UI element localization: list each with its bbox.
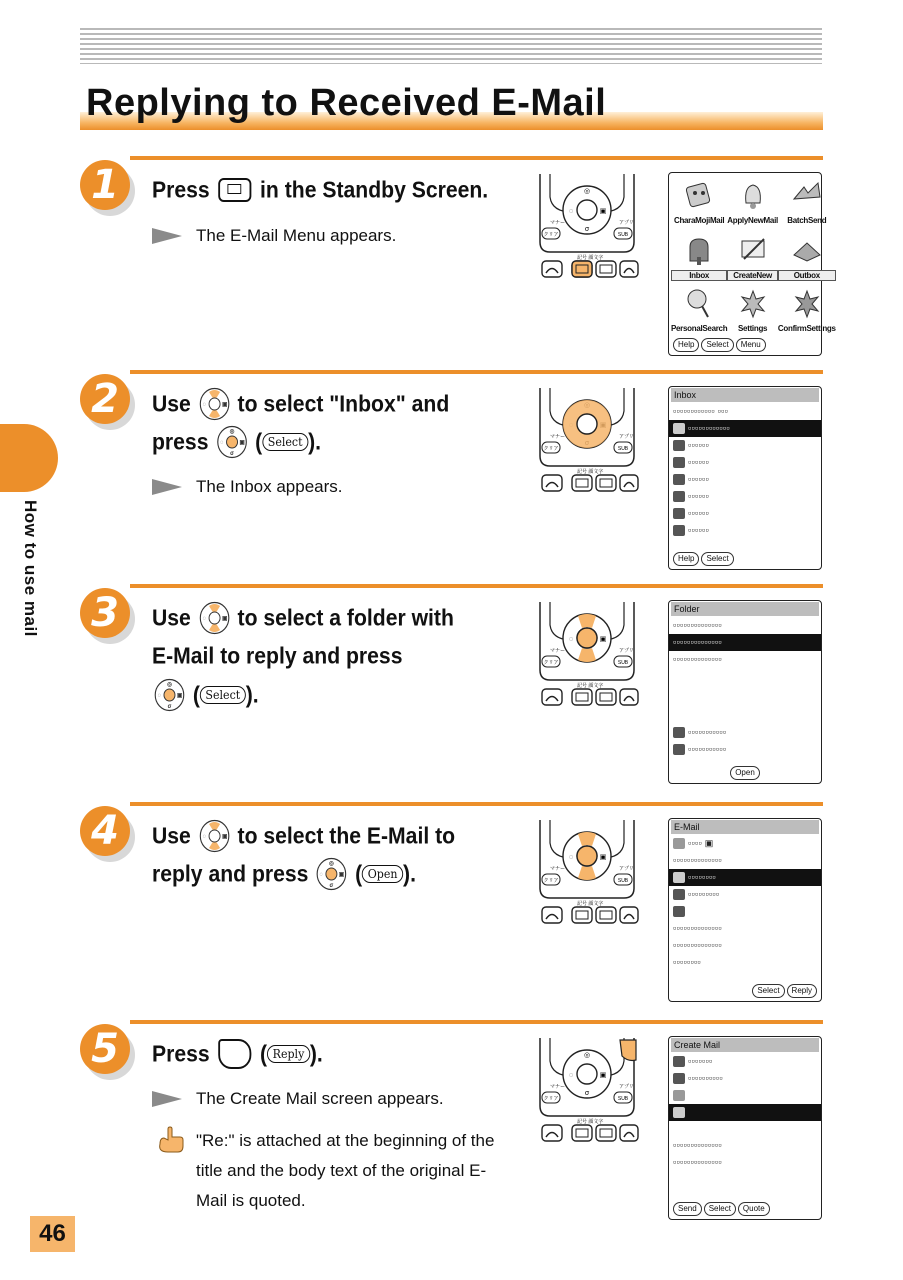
phone-keypad-illustration xyxy=(532,818,642,933)
menu-item-settings xyxy=(727,287,778,341)
paren-close: ). xyxy=(403,860,416,887)
form-row: ▫▫▫▫▫▫▫▫▫▫ xyxy=(669,1070,821,1087)
list-item: ▫▫▫▫▫▫ xyxy=(669,454,821,471)
softkey-label: Select xyxy=(704,1202,736,1216)
menu-item-confirmsettings xyxy=(778,287,836,341)
paren-close: ). xyxy=(309,1040,323,1067)
step-2-rule xyxy=(130,370,823,374)
pen-paper-icon xyxy=(736,233,770,265)
step-5-note-text: "Re:" is attached at the beginning of the title and the body text of the original E-Mail is quoted. xyxy=(196,1131,495,1210)
softkey-label: Send xyxy=(673,1202,702,1216)
softkey-label: Help xyxy=(673,552,699,566)
detail-row-selected: ▫▫▫▫▫▫▫▫ xyxy=(669,869,821,886)
step-5-note xyxy=(152,1126,512,1216)
step-1-badge: 1 xyxy=(80,160,130,210)
step-1-result-text: The E-Mail Menu appears. xyxy=(196,226,397,245)
detail-row: ▫▫▫▫ ▣ xyxy=(669,835,821,852)
menu-item-label: ApplyNewMail xyxy=(727,216,778,225)
menu-item-label: PersonalSearch xyxy=(671,324,728,333)
side-tab-label: How to use mail xyxy=(21,500,40,637)
right-soft-key-icon xyxy=(218,1039,251,1069)
step-3-text-a: Use xyxy=(152,604,191,631)
step-2-badge: 2 xyxy=(80,374,130,424)
step-3-badge: 3 xyxy=(80,588,130,638)
screen-softkeys xyxy=(673,1202,817,1216)
step-5-heading xyxy=(152,1034,323,1072)
step-3-text-b: to select a folder with xyxy=(237,604,454,631)
list-item-selected: ▫▫▫▫▫▫▫▫▫▫▫▫ xyxy=(669,420,821,437)
menu-item-charamojimail xyxy=(671,179,727,233)
menu-item-label: CharaMojiMail xyxy=(673,216,725,225)
folder-screen xyxy=(668,600,822,784)
detail-row: ▫▫▫▫▫▫▫▫▫▫▫▫▫▫ xyxy=(673,923,722,933)
screen-title: E-Mail xyxy=(671,820,819,834)
arrow-right-icon xyxy=(152,1091,182,1107)
mailbox-icon xyxy=(682,233,716,265)
menu-item-label: Settings xyxy=(738,324,768,333)
email-detail-screen xyxy=(668,818,822,1002)
softkey-label: Open xyxy=(730,766,760,780)
step-4-heading xyxy=(152,816,455,893)
magnifier-icon xyxy=(682,287,716,319)
list-item: ▫▫▫▫▫▫ xyxy=(669,437,821,454)
screen-softkeys xyxy=(673,552,817,566)
step-1-result xyxy=(152,226,396,246)
step-2-text-a: Use xyxy=(152,390,191,417)
paren-open: ( xyxy=(260,1040,268,1067)
list-item: ▫▫▫▫▫▫▫▫▫▫▫▫ ▫▫▫ xyxy=(673,406,729,416)
detail-row: ▫▫▫▫▫▫▫▫▫ xyxy=(669,886,821,903)
phone-keypad-illustration xyxy=(532,386,642,501)
form-row: ▫▫▫▫▫▫▫ xyxy=(669,1053,821,1070)
settings-icon xyxy=(736,287,770,319)
softkey-select: Select xyxy=(262,433,308,451)
detail-row: ▫▫▫▫▫▫▫▫▫▫▫▫▫▫ xyxy=(673,940,722,950)
menu-item-label: Outbox xyxy=(778,270,836,281)
header-stripes xyxy=(80,28,822,64)
form-row: ▫▫▫▫▫▫▫▫▫▫▫▫▫▫ xyxy=(673,1140,722,1150)
menu-item-label: ConfirmSettings xyxy=(777,324,836,333)
side-tab xyxy=(0,424,58,492)
step-3-text-c: E-Mail to reply and press xyxy=(152,642,403,669)
arrow-right-icon xyxy=(152,479,182,495)
menu-item-createnew xyxy=(727,233,778,287)
form-row xyxy=(669,1087,821,1104)
softkey-label: Menu xyxy=(736,338,766,352)
step-4-rule xyxy=(130,802,823,806)
create-mail-screen xyxy=(668,1036,822,1220)
center-key-icon xyxy=(216,425,247,459)
step-5-rule xyxy=(130,1020,823,1024)
list-item: ▫▫▫▫▫▫ xyxy=(669,471,821,488)
screen-title: Folder xyxy=(671,602,819,616)
screen-title: Inbox xyxy=(671,388,819,402)
list-item: ▫▫▫▫▫▫▫▫▫▫▫ xyxy=(669,741,821,758)
page-number: 46 xyxy=(30,1216,75,1252)
step-2-text-c: press xyxy=(152,428,209,455)
list-item-selected: ▫▫▫▫▫▫▫▫▫▫▫▫▫▫ xyxy=(669,634,821,651)
step-5-result-text: The Create Mail screen appears. xyxy=(196,1089,444,1108)
center-key-icon xyxy=(154,678,185,712)
paren-close: ). xyxy=(245,681,259,708)
menu-item-label: BatchSend xyxy=(787,216,827,225)
screen-softkeys xyxy=(673,984,817,998)
nav-key-icon xyxy=(199,819,230,853)
menu-item-personalsearch xyxy=(671,287,727,341)
list-item: ▫▫▫▫▫▫ xyxy=(669,488,821,505)
step-2-text-b: to select "Inbox" and xyxy=(237,390,450,417)
screen-softkeys xyxy=(673,338,817,352)
detail-row: ▫▫▫▫▫▫▫▫▫▫▫▫▫▫ xyxy=(673,855,722,865)
sticker-icon xyxy=(682,179,716,211)
list-item: ▫▫▫▫▫▫ xyxy=(669,522,821,539)
bell-icon xyxy=(736,179,770,211)
email-menu-screen xyxy=(668,172,836,356)
softkey-label: Reply xyxy=(787,984,817,998)
phone-keypad-illustration xyxy=(532,1036,642,1151)
screen-title: Create Mail xyxy=(671,1038,819,1052)
step-3-heading xyxy=(152,598,454,713)
form-row-selected xyxy=(669,1104,821,1121)
paren-open: ( xyxy=(355,860,363,887)
list-item: ▫▫▫▫▫▫▫▫▫▫▫ xyxy=(669,724,821,741)
multi-send-icon xyxy=(790,179,824,211)
step-1-text-a: Press xyxy=(152,176,210,203)
paren-open: ( xyxy=(255,428,263,455)
softkey-label: Help xyxy=(673,338,699,352)
phone-keypad-illustration xyxy=(532,172,642,287)
step-1-rule xyxy=(130,156,823,160)
step-5-badge: 5 xyxy=(80,1024,130,1074)
mail-key-icon xyxy=(218,178,251,202)
step-1-text-b: in the Standby Screen. xyxy=(260,176,489,203)
step-5-text-a: Press xyxy=(152,1040,210,1067)
step-4-badge: 4 xyxy=(80,806,130,856)
arrow-right-icon xyxy=(152,228,182,244)
outbox-icon xyxy=(790,233,824,265)
nav-key-icon xyxy=(199,601,230,635)
form-row: ▫▫▫▫▫▫▫▫▫▫▫▫▫▫ xyxy=(673,1157,722,1167)
pointing-hand-icon xyxy=(156,1126,186,1154)
menu-item-label: CreateNew xyxy=(727,270,778,281)
softkey-label: Quote xyxy=(738,1202,770,1216)
paren-close: ). xyxy=(308,428,322,455)
step-1-heading xyxy=(152,170,488,208)
list-item: ▫▫▫▫▫▫▫▫▫▫▫▫▫▫ xyxy=(673,620,722,630)
list-item: ▫▫▫▫▫▫ xyxy=(669,505,821,522)
nav-key-icon xyxy=(199,387,230,421)
confirm-settings-icon xyxy=(790,287,824,319)
phone-keypad-illustration xyxy=(532,600,642,715)
menu-item-applynewmail xyxy=(727,179,778,233)
step-5-result xyxy=(152,1089,444,1109)
step-2-result-text: The Inbox appears. xyxy=(196,477,343,496)
softkey-reply: Reply xyxy=(267,1045,310,1063)
menu-item-inbox xyxy=(671,233,727,287)
step-4-text-c: reply and press xyxy=(152,860,309,887)
inbox-screen xyxy=(668,386,822,570)
detail-row: ▫▫▫▫▫▫▫▫ xyxy=(673,957,701,967)
paren-open: ( xyxy=(192,681,200,708)
step-3-rule xyxy=(130,584,823,588)
center-key-icon xyxy=(316,857,347,891)
step-2-result xyxy=(152,477,342,497)
softkey-select: Select xyxy=(200,686,246,704)
step-4-text-b: to select the E-Mail to xyxy=(237,822,456,849)
list-item: ▫▫▫▫▫▫▫▫▫▫▫▫▫▫ xyxy=(673,654,722,664)
screen-softkeys xyxy=(673,766,817,780)
step-4-text-a: Use xyxy=(152,822,191,849)
page-title: Replying to Received E-Mail xyxy=(86,82,607,124)
softkey-label: Select xyxy=(752,984,784,998)
menu-item-batchsend xyxy=(778,179,836,233)
softkey-label: Select xyxy=(701,552,733,566)
step-2-heading xyxy=(152,384,449,461)
menu-item-label: Inbox xyxy=(671,270,727,281)
softkey-open: Open xyxy=(362,865,403,883)
detail-row xyxy=(669,903,821,920)
menu-item-outbox xyxy=(778,233,836,287)
softkey-label: Select xyxy=(701,338,733,352)
